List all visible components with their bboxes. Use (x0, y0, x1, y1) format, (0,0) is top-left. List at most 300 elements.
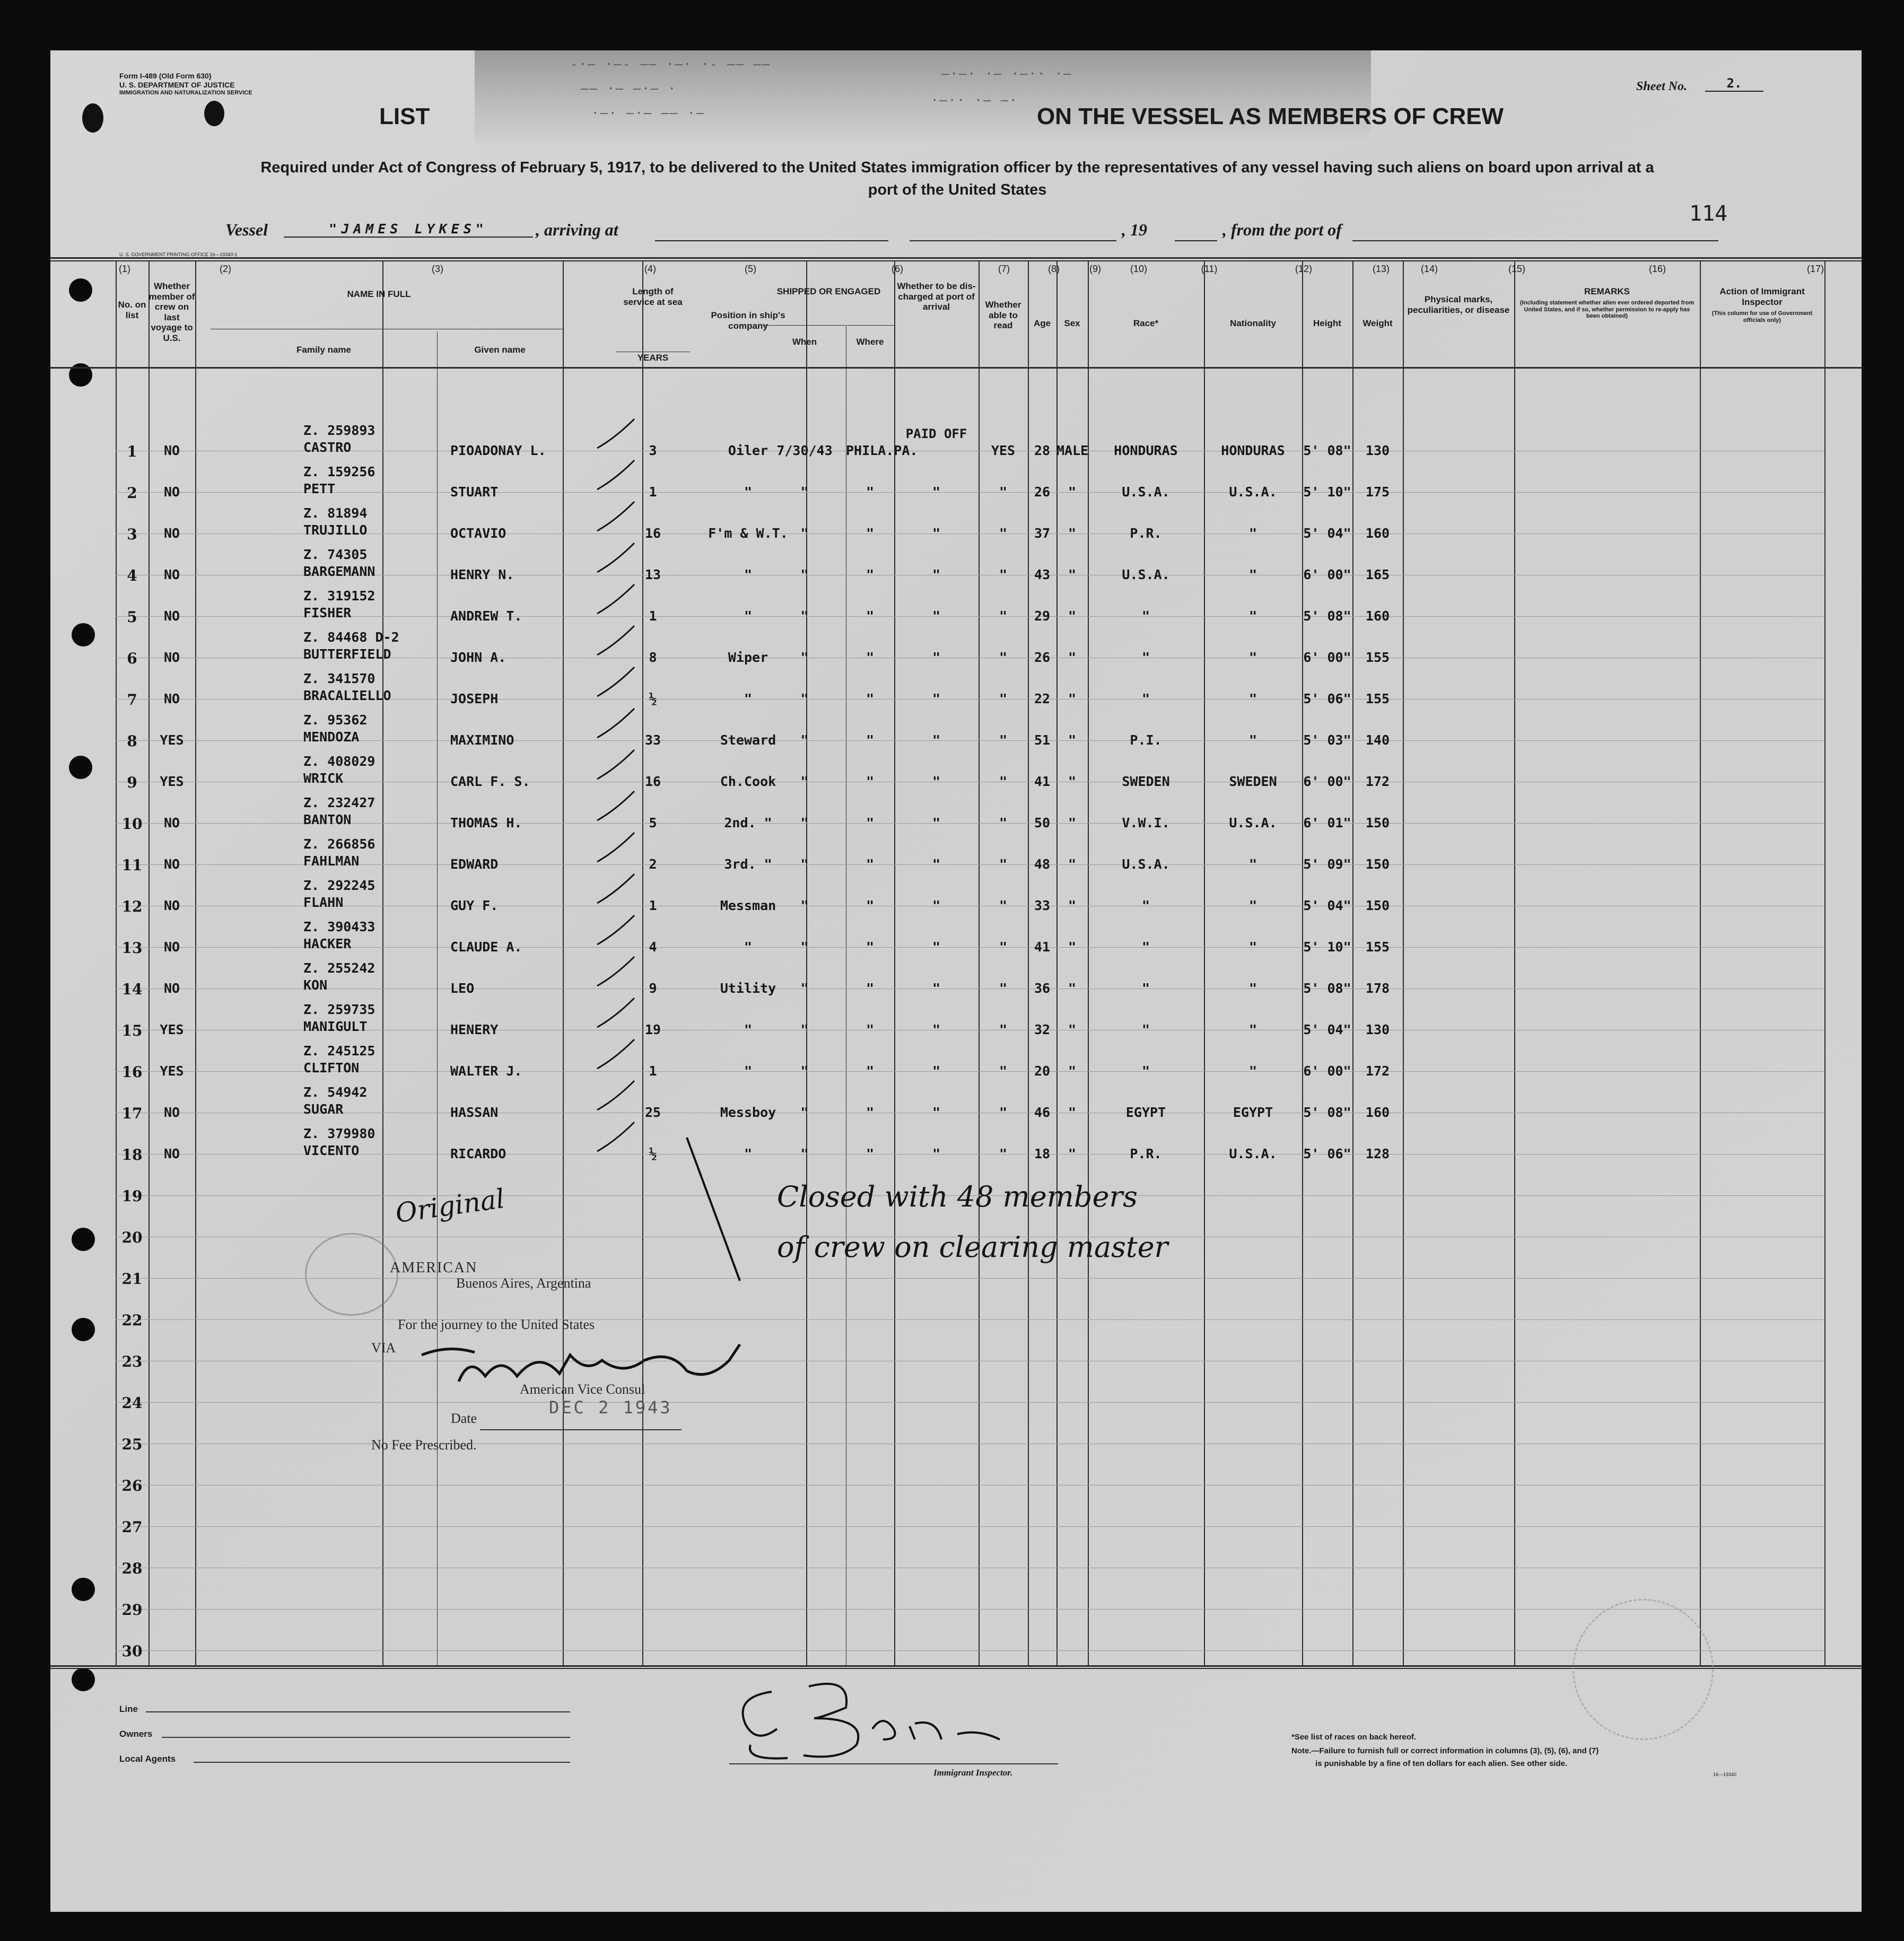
footer-owners-blank (162, 1737, 570, 1738)
race: " (1141, 1022, 1150, 1037)
column-number: (1) (119, 264, 130, 274)
discharged: " (932, 567, 941, 582)
shipped-when: " (800, 981, 809, 996)
weight: 175 (1365, 484, 1390, 500)
row-number: 24 (121, 1394, 143, 1412)
check-mark-icon (595, 582, 637, 619)
shipped-when: " (800, 1022, 809, 1037)
arriving-label: , arriving at (536, 220, 618, 239)
service-years: 33 (644, 732, 661, 748)
age: 18 (1034, 1146, 1051, 1161)
note-line-2: of crew on clearing master (777, 1230, 1168, 1264)
nationality: " (1248, 939, 1257, 955)
check-mark-icon (595, 540, 637, 578)
discharged: " (932, 1105, 941, 1120)
shipped-when: " (800, 774, 809, 789)
check-mark-icon (595, 954, 637, 991)
row-number: 25 (121, 1436, 143, 1453)
check-mark-icon (595, 871, 637, 908)
nationality: " (1248, 898, 1257, 913)
weight: 172 (1365, 774, 1390, 789)
hdr-when: When (792, 337, 817, 347)
able-to-read: " (999, 1022, 1008, 1037)
row-rule (116, 1609, 1824, 1610)
row-number: 26 (121, 1477, 143, 1494)
discharged: " (932, 856, 941, 872)
height: 5' 08" (1303, 443, 1351, 458)
table-row (50, 665, 1862, 709)
family-name: BUTTERFIELD (303, 646, 391, 662)
discharged: " (932, 815, 941, 830)
prev-voyage: YES (160, 1022, 184, 1037)
height: 5' 09" (1303, 856, 1351, 872)
column-number: (2) (220, 264, 231, 274)
given-name: OCTAVIO (450, 526, 506, 541)
prev-voyage: NO (163, 815, 180, 830)
shipped-where: " (866, 691, 875, 706)
hdr-weight: Weight (1363, 318, 1393, 328)
table-row (50, 747, 1862, 789)
family-name: FAHLMAN (303, 853, 360, 869)
discharged: " (932, 484, 941, 500)
sex: " (1068, 484, 1077, 500)
given-name: MAXIMINO (450, 732, 514, 748)
family-name: WRICK (303, 771, 344, 786)
height: 6' 00" (1303, 1063, 1351, 1079)
service-years: 1 (649, 608, 657, 624)
given-name: LEO (450, 981, 475, 996)
shipped-where: " (866, 1022, 875, 1037)
service-years: 13 (644, 567, 661, 582)
column-number: (10) (1130, 264, 1147, 274)
prev-voyage: NO (163, 567, 180, 582)
row-number: 4 (127, 567, 137, 584)
row-number: 1 (127, 443, 137, 460)
position: Wiper (728, 650, 768, 665)
nationality: " (1248, 608, 1257, 624)
sex: " (1068, 1063, 1077, 1079)
position: " (744, 939, 753, 955)
footer-line-label: Line (119, 1704, 138, 1714)
crew-table (50, 257, 1862, 1726)
sex: " (1068, 526, 1077, 541)
sex: " (1068, 815, 1077, 830)
subtitle-line-1: Required under Act of Congress of February 5, 1917, to be delivered to the United States immigration officer by the representatives of any vessel having such aliens on board upon arrival at a (260, 159, 1654, 176)
able-to-read: " (999, 567, 1008, 582)
height: 5' 04" (1303, 898, 1351, 913)
shipped-where: PHILA.PA. (846, 443, 918, 458)
z-number: Z. 74305 (303, 547, 368, 562)
discharged: " (932, 526, 941, 541)
discharged: " (932, 691, 941, 706)
sex: " (1068, 567, 1077, 582)
row-number: 7 (127, 691, 137, 709)
weight: 150 (1365, 898, 1390, 913)
prev-voyage: NO (163, 898, 180, 913)
shipped-when: " (800, 608, 809, 624)
family-name: BARGEMANN (303, 564, 375, 579)
original-note: Original (393, 1183, 506, 1229)
race: HONDURAS (1114, 443, 1178, 458)
port-blank (1352, 240, 1718, 241)
column-number: (13) (1372, 264, 1390, 274)
able-to-read: " (999, 484, 1008, 500)
hdr-remarks: REMARKS (1584, 286, 1630, 296)
row-number: 16 (121, 1063, 143, 1081)
table-row (50, 789, 1862, 833)
z-number: Z. 255242 (303, 960, 375, 976)
age: 50 (1034, 815, 1051, 830)
given-name: CLAUDE A. (450, 939, 522, 955)
weight: 130 (1365, 443, 1390, 458)
z-number: Z. 292245 (303, 878, 375, 893)
family-name: CLIFTON (303, 1060, 360, 1076)
able-to-read: " (999, 526, 1008, 541)
shipped-where: " (866, 650, 875, 665)
stamp-american: AMERICAN (390, 1260, 478, 1276)
shipped-where: " (866, 815, 875, 830)
weight: 165 (1365, 567, 1390, 582)
nationality: " (1248, 526, 1257, 541)
service-years: 2 (649, 856, 657, 872)
prev-voyage: YES (160, 774, 184, 789)
family-name: PETT (303, 481, 336, 496)
sex: " (1068, 732, 1077, 748)
able-to-read: " (999, 1146, 1008, 1161)
stamp-journey: For the journey to the United States (398, 1317, 595, 1332)
discharged: " (932, 774, 941, 789)
hdr-where: Where (856, 337, 884, 347)
row-number: 13 (121, 939, 143, 957)
z-number: Z. 390433 (303, 919, 375, 934)
height: 5' 08" (1303, 1105, 1351, 1120)
footer-agents-label: Local Agents (119, 1754, 176, 1764)
shipped-when: " (800, 898, 809, 913)
age: 51 (1034, 732, 1051, 748)
table-row (50, 871, 1862, 913)
given-name: JOHN A. (450, 650, 506, 665)
family-name: VICENTO (303, 1143, 360, 1158)
age: 33 (1034, 898, 1051, 913)
table-row (50, 540, 1862, 582)
footer-note (1291, 1746, 1769, 1755)
family-name: FISHER (303, 605, 352, 620)
age: 22 (1034, 691, 1051, 706)
sex: " (1068, 691, 1077, 706)
family-name: BANTON (303, 812, 352, 827)
race: SWEDEN (1122, 774, 1170, 789)
weight: 155 (1365, 691, 1390, 706)
family-name: CASTRO (303, 440, 352, 455)
table-row (50, 1078, 1862, 1120)
hdr-nationality: Nationality (1230, 318, 1276, 328)
shipped-when: " (800, 1063, 809, 1079)
able-to-read: " (999, 691, 1008, 706)
able-to-read: " (999, 732, 1008, 748)
row-rule (116, 1319, 1824, 1320)
prev-voyage: YES (160, 1063, 184, 1079)
height: 5' 08" (1303, 608, 1351, 624)
subtitle (82, 156, 1832, 201)
race: P.R. (1130, 526, 1162, 541)
race: " (1141, 1063, 1150, 1079)
weight: 150 (1365, 856, 1390, 872)
prev-voyage: NO (163, 526, 180, 541)
row-number: 27 (121, 1518, 143, 1536)
shipped-when: " (800, 732, 809, 748)
service-years: 5 (649, 815, 657, 830)
able-to-read: " (999, 608, 1008, 624)
sex: " (1068, 1022, 1077, 1037)
table-row (50, 830, 1862, 874)
stamp-city: Buenos Aires, Argentina (456, 1275, 591, 1291)
race: U.S.A. (1122, 856, 1170, 872)
given-name: PIOADONAY L. (450, 443, 546, 458)
printing-office: U. S. GOVERNMENT PRINTING OFFICE 16—19340-1 (119, 252, 238, 257)
position: " (744, 691, 753, 706)
height: 6' 00" (1303, 567, 1351, 582)
form-id-block (119, 72, 278, 97)
given-name: CARL F. S. (450, 774, 530, 789)
able-to-read: " (999, 981, 1008, 996)
z-number: Z. 232427 (303, 795, 375, 810)
row-number: 12 (121, 898, 143, 915)
position: " (744, 608, 753, 624)
weight: 172 (1365, 1063, 1390, 1079)
sheet-label: Sheet No. (1636, 80, 1687, 93)
discharged: " (932, 1022, 941, 1037)
table-row (50, 623, 1862, 665)
row-number: 9 (127, 774, 137, 791)
check-mark-icon (595, 1037, 637, 1074)
shipped-when: " (800, 1146, 809, 1161)
check-mark-icon (595, 458, 637, 495)
able-to-read: " (999, 650, 1008, 665)
row-rule (116, 1402, 1824, 1403)
discharged: " (932, 898, 941, 913)
age: 43 (1034, 567, 1051, 582)
age: 26 (1034, 484, 1051, 500)
nationality: " (1248, 650, 1257, 665)
family-name: BRACALIELLO (303, 688, 391, 703)
position: F'm & W.T. (708, 526, 788, 541)
age: 41 (1034, 774, 1051, 789)
able-to-read: YES (991, 443, 1016, 458)
nationality: SWEDEN (1229, 774, 1277, 789)
row-number: 28 (121, 1560, 143, 1577)
shipped-where: " (866, 898, 875, 913)
table-row (50, 1037, 1862, 1081)
height: 6' 01" (1303, 815, 1351, 830)
vessel-label: Vessel (225, 220, 268, 239)
sex: MALE (1056, 443, 1089, 458)
service-years: 1 (649, 484, 657, 500)
able-to-read: " (999, 856, 1008, 872)
row-number: 21 (121, 1270, 143, 1288)
hdr-given-name: Given name (474, 345, 526, 355)
weight: 160 (1365, 608, 1390, 624)
z-number: Z. 54942 (303, 1085, 368, 1100)
weight: 178 (1365, 981, 1390, 996)
height: 5' 03" (1303, 732, 1351, 748)
position: " (744, 1022, 753, 1037)
shipped-when: " (800, 526, 809, 541)
title-right: ON THE VESSEL AS MEMBERS OF CREW (1037, 103, 1504, 129)
hdr-name-in-full: NAME IN FULL (347, 289, 411, 299)
hdr-discharged: Whether to be dis-charged at port of arrival (897, 281, 976, 312)
sheet-number: 2. (1705, 76, 1763, 92)
column-number: (6) (892, 264, 903, 274)
subtitle-line-2: port of the United States (868, 181, 1047, 199)
z-number: Z. 259893 (303, 423, 375, 438)
prev-voyage: NO (163, 608, 180, 624)
note-label: Note. (1291, 1746, 1312, 1755)
row-rule (116, 1526, 1824, 1527)
discharged: " (932, 732, 941, 748)
race: P.R. (1130, 1146, 1162, 1161)
given-name: STUART (450, 484, 499, 500)
service-years: 19 (644, 1022, 661, 1037)
hdr-position: Position in ship's company (711, 310, 785, 331)
race: " (1141, 650, 1150, 665)
row-number: 23 (121, 1353, 143, 1370)
able-to-read: " (999, 939, 1008, 955)
given-name: HENRY N. (450, 567, 514, 582)
sex: " (1068, 774, 1077, 789)
service-years: 1 (649, 1063, 657, 1079)
table-row (50, 1120, 1862, 1164)
footer-agents-blank (194, 1762, 570, 1763)
row-number: 30 (121, 1642, 143, 1660)
table-row (50, 706, 1862, 750)
weight: 140 (1365, 732, 1390, 748)
race: P.I. (1130, 732, 1162, 748)
table-row (50, 582, 1862, 626)
see-races: *See list of races on back hereof. (1291, 1733, 1417, 1742)
row-number: 8 (127, 732, 137, 750)
family-name: SUGAR (303, 1101, 344, 1117)
shipped-when: " (800, 691, 809, 706)
table-row (50, 499, 1862, 543)
family-name: HACKER (303, 936, 352, 951)
able-to-read: " (999, 1105, 1008, 1120)
service-years: ½ (649, 1146, 657, 1161)
nationality: " (1248, 1063, 1257, 1079)
prev-voyage: YES (160, 732, 184, 748)
shipped-when: " (800, 567, 809, 582)
shipped-where: " (866, 981, 875, 996)
hdr-action: Action of Immigrant Inspector (1719, 286, 1805, 307)
shipped-when: " (800, 1105, 809, 1120)
height: 5' 10" (1303, 484, 1351, 500)
prev-voyage: NO (163, 1105, 180, 1120)
note-text: —Failure to furnish full or correct information in columns (3), (5), (6), and (7) (1311, 1746, 1599, 1755)
able-to-read: " (999, 1063, 1008, 1079)
weight: 155 (1365, 650, 1390, 665)
z-number: Z. 245125 (303, 1043, 375, 1059)
position: 3rd. " (724, 856, 772, 872)
check-mark-icon (595, 995, 637, 1033)
nationality: EGYPT (1233, 1105, 1273, 1120)
prev-voyage: NO (163, 1146, 180, 1161)
row-number: 15 (121, 1022, 143, 1039)
check-mark-icon (595, 706, 637, 743)
weight: 150 (1365, 815, 1390, 830)
z-number: Z. 319152 (303, 588, 375, 604)
position: Messboy (720, 1105, 776, 1120)
shipped-where: " (866, 774, 875, 789)
ink-blot (204, 101, 224, 126)
prev-voyage: NO (163, 443, 180, 458)
check-mark-icon (595, 1120, 637, 1157)
height: 5' 04" (1303, 526, 1351, 541)
nationality: " (1248, 691, 1257, 706)
weight: 155 (1365, 939, 1390, 955)
service-years: 1 (649, 898, 657, 913)
shipped-where: " (866, 1063, 875, 1079)
prev-voyage: NO (163, 650, 180, 665)
hdr-able-read: Whether able to read (985, 300, 1021, 331)
hdr-whether-member: Whether member of crew on last voyage to U.S. (149, 281, 195, 343)
sex: " (1068, 650, 1077, 665)
hdr-family-name: Family name (296, 345, 351, 355)
age: 48 (1034, 856, 1051, 872)
check-mark-icon (595, 913, 637, 950)
age: 41 (1034, 939, 1051, 955)
age: 26 (1034, 650, 1051, 665)
z-number: Z. 159256 (303, 464, 375, 479)
column-number: (5) (745, 264, 756, 274)
position: Ch.Cook (720, 774, 776, 789)
age: 46 (1034, 1105, 1051, 1120)
hdr-no-on-list: No. on list (118, 300, 146, 320)
column-number: (8) (1048, 264, 1060, 274)
height: 5' 04" (1303, 1022, 1351, 1037)
row-number: 3 (127, 526, 137, 543)
sex: " (1068, 981, 1077, 996)
row-number: 11 (121, 856, 143, 874)
row-number: 29 (121, 1601, 143, 1619)
discharged: " (932, 981, 941, 996)
z-number: Z. 259735 (303, 1002, 375, 1017)
height: 5' 08" (1303, 981, 1351, 996)
position: 2nd. " (724, 815, 772, 830)
service-years: 9 (649, 981, 657, 996)
hdr-shipped: SHIPPED OR ENGAGED (776, 286, 881, 296)
from-port-label: , from the port of (1222, 220, 1342, 239)
discharged: " (932, 1146, 941, 1161)
shipped-where: " (866, 1105, 875, 1120)
given-name: HASSAN (450, 1105, 499, 1120)
column-number: (7) (998, 264, 1010, 274)
stamp-date: DEC 2 1943 (549, 1397, 672, 1418)
shipped-where: " (866, 856, 875, 872)
race: U.S.A. (1122, 484, 1170, 500)
shipped-where: " (866, 939, 875, 955)
position: " (744, 1063, 753, 1079)
footer-owners-label: Owners (119, 1729, 153, 1739)
table-row (50, 458, 1862, 502)
able-to-read: " (999, 815, 1008, 830)
year-blank (1175, 240, 1217, 241)
column-number: (17) (1806, 264, 1824, 274)
column-number: (9) (1089, 264, 1101, 274)
nationality: HONDURAS (1221, 443, 1285, 458)
footer-line-blank (146, 1711, 570, 1712)
hdr-sex: Sex (1064, 318, 1080, 328)
inspector-label: Immigrant Inspector. (933, 1768, 1013, 1778)
race: EGYPT (1125, 1105, 1166, 1120)
